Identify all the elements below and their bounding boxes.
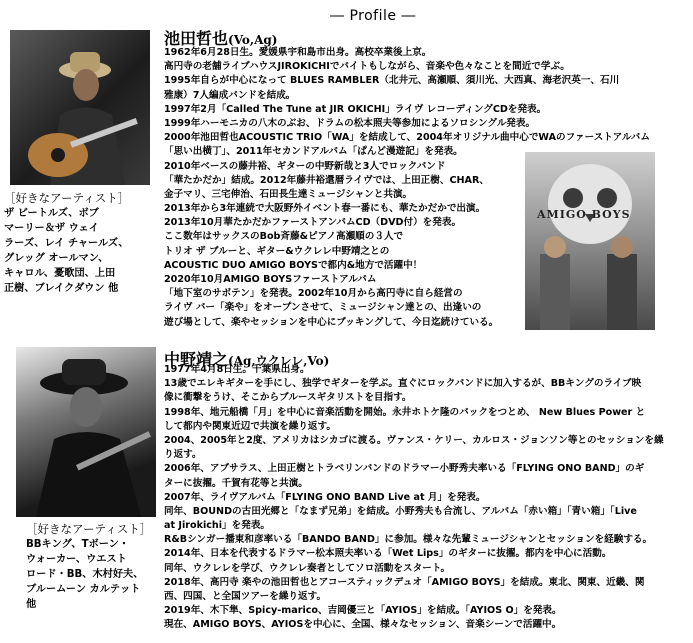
bio-line: 「思い出横丁」、2011年セカンドアルバム「ぱんど漫遊記」を発表。 bbox=[164, 146, 463, 158]
bio-line: ACOUSTIC DUO AMIGO BOYSで都内&地方で活躍中！ bbox=[164, 259, 423, 271]
bio-line: 2000年池田哲也ACOUSTIC TRIO「WA」を結成して、2004年オリジナル曲中心でWAのファーストアルバム bbox=[164, 132, 650, 144]
favorites-line: キャロル、憂歌団、上田 bbox=[4, 268, 116, 279]
bio-line: 1962年6月28日生。愛媛県宇和島市出身。高校卒業後上京。 bbox=[164, 47, 432, 58]
artist2-bio bbox=[164, 363, 664, 633]
favorites-line: 他 bbox=[26, 599, 37, 610]
artist1-name-text: 池田哲也 bbox=[164, 29, 229, 48]
bio-line: 同年、ウクレレを学び、ウクレレ奏者としてソロ活動をスタート。 bbox=[164, 562, 451, 574]
bio-line: 2019年、木下隼、Spicy-marico、吉岡優三と「AYIOS」を結成。「AYIOS O」を発表。 bbox=[164, 605, 562, 617]
favorites-line: 正樹、ブレイクダウン 他 bbox=[4, 283, 119, 294]
favorites-line: ラーズ、レイ チャールズ、 bbox=[4, 238, 129, 249]
bio-line: 2007年、ライヴアルバム「FLYING ONO BAND Live at 月」を発表。 bbox=[164, 491, 486, 503]
artist2-favorites bbox=[26, 522, 154, 612]
poster-text: AMIGO BOYS bbox=[537, 208, 631, 221]
favorites-line: ブルームーン カルテット bbox=[26, 584, 141, 595]
favorites-line: マーリー＆ザ ウェイ bbox=[4, 223, 99, 234]
bio-line: 「華たかだか」結成。2012年藤井裕還暦ライヴでは、上田正樹、CHAR、 bbox=[164, 174, 489, 186]
bio-line: 金子マリ、三宅伸治、石田長生達ミュージシャンと共演。 bbox=[164, 188, 413, 200]
bio-line: 像に衝撃をうけ、そこからブルースギタリストを目指す。 bbox=[164, 392, 412, 404]
favorites-title: ［好きなアーティスト］ bbox=[4, 191, 130, 205]
bio-line: ここ数年はサックスのBob斉藤&ピアノ高瀬順の３人で bbox=[164, 231, 404, 243]
bio-line: 現在、AMIGO BOYS、AYIOSを中心に、全国、様々なセッション、音楽シーンで活躍中。 bbox=[164, 619, 562, 631]
bio-line: 1999年ハーモニカの八木のぶお、ドラムの松本照夫等参加によるソロシングル発表。 bbox=[164, 117, 536, 129]
artist1-role: (Vo,Ag) bbox=[228, 33, 278, 47]
artist2-role: (Ag,ウクレレ,Vo) bbox=[228, 354, 330, 368]
bio-line: 1998年、地元船橋「月」を中心に音楽活動を開始。永井ホトケ隆のバックをつとめ、 New Blues Power と bbox=[164, 406, 646, 418]
favorites-title: ［好きなアーティスト］ bbox=[26, 522, 152, 536]
bio-line: R&Bシンガー播東和彦率いる「BANDO BAND」に参加。様々な先輩ミュージシャンとセッションを経験する。 bbox=[164, 534, 653, 546]
favorites-line: ウォーカー、ウエスト bbox=[26, 554, 127, 565]
bio-line: して都内や関東近辺で共演を繰り返す。 bbox=[164, 420, 336, 432]
bio-line: ターに抜擢。千賀有花等と共演。 bbox=[164, 477, 308, 489]
amigo-boys-poster bbox=[525, 152, 655, 330]
musician-in-hat-photo bbox=[16, 347, 156, 517]
artist1-favorites bbox=[4, 191, 154, 296]
bio-line: 1995年自らが中心になって BLUES RAMBLER（北井元、高瀬順、須川光、大西真、海老沢英一、石川 bbox=[164, 75, 620, 87]
bio-line: 遊び場として、楽やセッションを中心にブッキングして、今日迄続けている。 bbox=[164, 316, 499, 328]
bio-line: り返す。 bbox=[164, 449, 202, 461]
page-title: ― Profile ― bbox=[330, 8, 416, 24]
bio-line: 2018年、高円寺 楽やの池田哲也とアコースティックデュオ「AMIGO BOYS」を結成。東北、関東、近畿、関 bbox=[164, 576, 645, 588]
bio-line: ライヴ バー「楽や」をオープンさせて、ミュージシャン達との、出逢いの bbox=[164, 302, 482, 314]
bio-line: 2014年、日本を代表するドラマー松本照夫率いる「Wet Lips」のギターに抜擢。都内を中心に活動。 bbox=[164, 548, 612, 560]
bio-line: 2013年10月華たかだかファーストアンバムCD（DVD付）を発表。 bbox=[164, 217, 462, 229]
bio-line: 2013年から3年連続で大阪野外イベント春一番にも、華たかだかで出演。 bbox=[164, 203, 486, 215]
bio-line: 13歳でエレキギターを手にし、独学でギターを学ぶ。直ぐにロックバンドに加入するが、BBキングのライブ映 bbox=[164, 378, 642, 390]
bio-line: 2020年10月AMIGO BOYSファーストアルバム bbox=[164, 274, 377, 285]
bio-line: 2010年ベースの藤井裕、ギターの中野新哉と3人でロックバンド bbox=[164, 160, 446, 172]
musician-with-guitar-photo bbox=[10, 30, 150, 185]
favorites-line: ロード・BB、木村好夫、 bbox=[26, 569, 144, 580]
bio-line: 2006年、アブサラス、上田正樹とトラベリンバンドのドラマー小野秀夫率いる「FLYING ONO BAND」のギ bbox=[164, 463, 645, 475]
bio-line: 雅康）7人編成バンドを結成。 bbox=[164, 89, 296, 101]
bio-line: 西、四国、と全国ツアーを繰り返す。 bbox=[164, 591, 327, 602]
favorites-line: グレッグ オールマン、 bbox=[4, 253, 109, 264]
bio-line: at Jirokichi」を発表。 bbox=[164, 520, 271, 532]
artist2-name-text: 中野靖之 bbox=[164, 350, 229, 369]
bio-line: 同年、BOUNDの古田光郷と「なまず兄弟」を結成。小野秀夫も合流し、アルバム「赤い箱」「青い箱」「Live bbox=[164, 505, 637, 517]
bio-line: トリオ ザ ブルーと、ギター&ウクレレ中野靖之との bbox=[164, 245, 390, 257]
favorites-line: BBキング、Tボーン・ bbox=[26, 539, 130, 550]
favorites-line: ザ ビートルズ、ボブ bbox=[4, 208, 99, 219]
bio-line: 高円寺の老舗ライブハウスJIROKICHIでバイトもしながら、音楽や色々なことを間近で学ぶ。 bbox=[164, 61, 570, 73]
bio-line: 「地下室のサボテン」を発表。2002年10月から高円寺に自ら経営の bbox=[164, 288, 463, 300]
bio-line: 2004、2005年と2度、アメリカはシカゴに渡る。ヴァンス・ケリー、カルロス・ジョンソン等とのセッションを繰 bbox=[164, 434, 664, 446]
bio-line: 1977年4月8日生。千葉県出身。 bbox=[164, 364, 310, 375]
bio-line: 1997年2月「Called The Tune at JIR OKICHI」ライヴ レコーディングCDを発表。 bbox=[164, 103, 547, 115]
